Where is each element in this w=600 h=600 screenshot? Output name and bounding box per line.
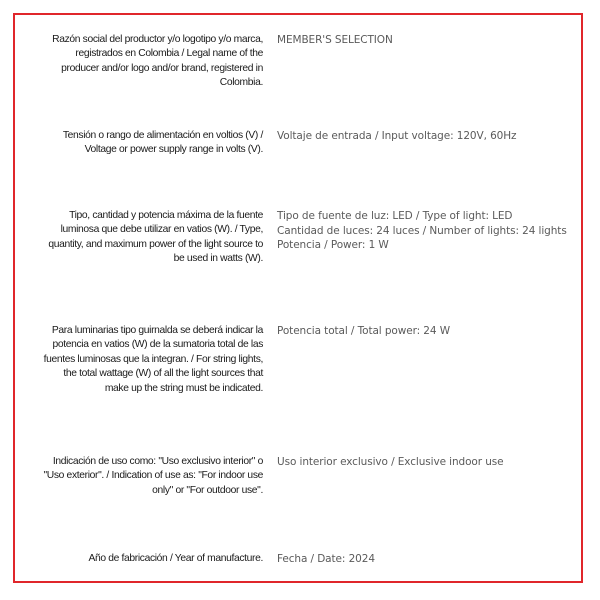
row-label-producer: Razón social del productor y/o logotipo y/o marca, registrados en Colombia / Legal name of the producer and/or logo and/or brand, registered in Colombia. xyxy=(52,34,263,89)
row-label-year: Año de fabricación / Year of manufacture. xyxy=(88,553,263,564)
row-label-usage: Indicación de uso como: "Uso exclusivo interior" o "Uso exterior". / Indication of use as: "For indoor use only" or "For outdoor use". xyxy=(43,456,263,496)
row-value-year xyxy=(277,552,573,567)
value-line: Uso interior exclusivo / Exclusive indoor use xyxy=(277,456,504,468)
product-info-table xyxy=(13,13,583,583)
row-value-producer xyxy=(277,33,573,48)
value-line: Potencia total / Total power: 24 W xyxy=(277,325,450,337)
value-line: Potencia / Power: 1 W xyxy=(277,239,389,252)
value-line: Voltaje de entrada / Input voltage: 120V, 60Hz xyxy=(277,130,517,142)
value-line: Cantidad de luces: 24 luces / Number of lights: 24 lights xyxy=(277,224,567,237)
row-label-voltage: Tensión o rango de alimentación en voltios (V) / Voltage or power supply range in volts (V). xyxy=(62,130,263,156)
row-label-total-power: Para luminarias tipo guirnalda se deberá indicar la potencia en vatios (W) de la sumatoria total de las fuentes luminosas que la integran. / For string lights, the total wattage (W) of all the light sources that make up the string must be indicated. xyxy=(43,325,263,394)
row-value-total-power xyxy=(277,324,573,339)
row-value-usage xyxy=(277,455,573,470)
row-label-light-source: Tipo, cantidad y potencia máxima de la fuente luminosa que debe utilizar en vatios (W). / Type, quantity, and maximum power of the light source to be used in watts (W). xyxy=(48,210,263,265)
value-line: MEMBER'S SELECTION xyxy=(277,34,393,46)
row-value-voltage xyxy=(277,129,573,144)
row-value-light-source xyxy=(277,209,573,253)
value-line: Fecha / Date: 2024 xyxy=(277,553,375,565)
value-line: Tipo de fuente de luz: LED / Type of light: LED xyxy=(277,210,513,222)
